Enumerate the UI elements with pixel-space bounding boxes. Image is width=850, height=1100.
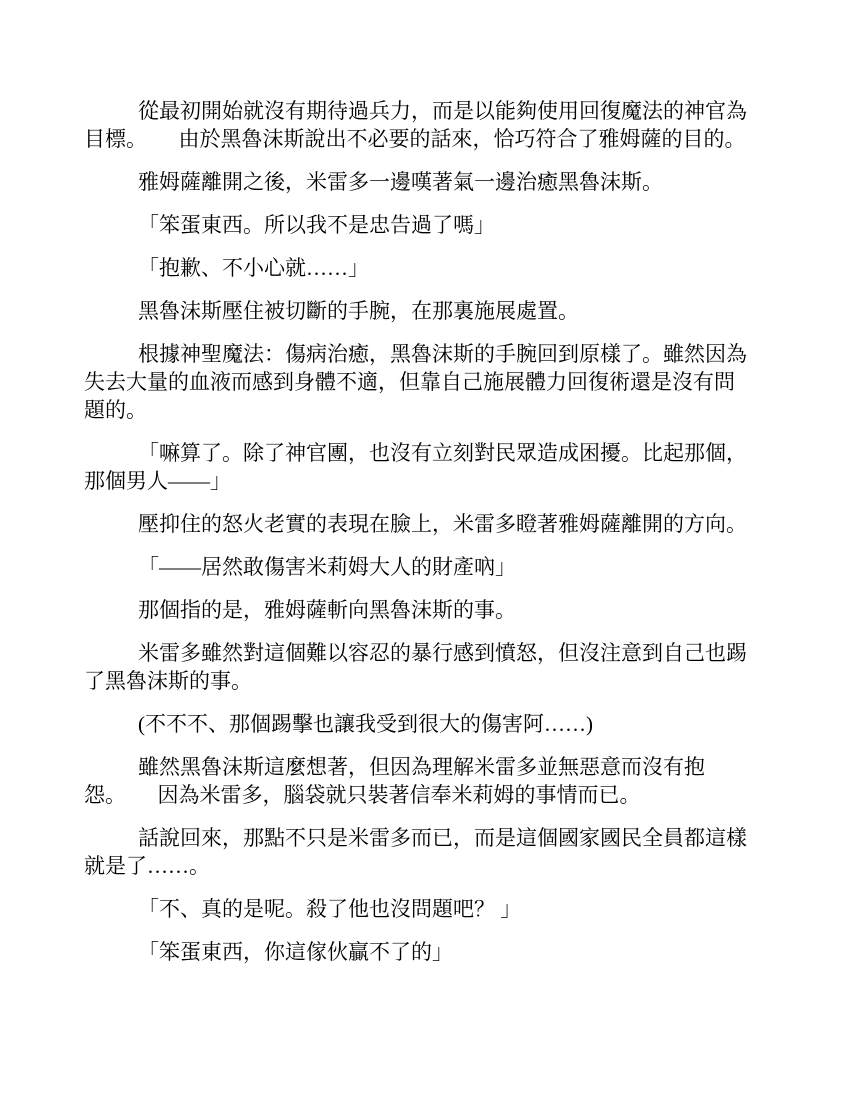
text-line: 題的。 <box>84 398 147 422</box>
text-line: 雅姆薩離開之後，米雷多一邊嘆著氣一邊治癒黑魯沫斯。 <box>138 170 663 194</box>
text-line: 根據神聖魔法：傷病治癒，黑魯沫斯的手腕回到原樣了。雖然因為 <box>138 342 747 366</box>
text-line: (不不不、那個踢擊也讓我受到很大的傷害阿……) <box>138 712 593 736</box>
text-line: 壓抑住的怒火老實的表現在臉上，米雷多瞪著雅姆薩離開的方向。 <box>138 512 747 536</box>
text-line: 「笨蛋東西，你這傢伙贏不了的」 <box>138 940 453 964</box>
paragraph <box>84 553 766 581</box>
text-line: 那個男人——」 <box>84 469 231 493</box>
text-line: 就是了……。 <box>84 854 210 878</box>
text-line: 了黑魯沫斯的事。 <box>84 669 252 693</box>
text-line: 「——居然敢傷害米莉姆大人的財產吶」 <box>138 555 516 579</box>
text-line: 從最初開始就沒有期待過兵力，而是以能夠使用回復魔法的神官為 <box>138 99 747 123</box>
text-line: 黑魯沫斯壓住被切斷的手腕，在那裏施展處置。 <box>138 299 579 323</box>
text-line: 「不、真的是呢。殺了他也沒問題吧？ 」 <box>138 897 522 921</box>
paragraph <box>84 639 766 695</box>
paragraph <box>84 168 766 196</box>
paragraph <box>84 439 766 495</box>
paragraph <box>84 938 766 966</box>
text-line: 「嘛算了。除了神官團，也沒有立刻對民眾造成困擾。比起那個， <box>138 441 747 465</box>
paragraph <box>84 211 766 239</box>
text-line: 失去大量的血液而感到身體不適，但靠自己施展體力回復術還是沒有問 <box>84 370 735 394</box>
paragraph <box>84 340 766 424</box>
paragraph <box>84 297 766 325</box>
paragraph <box>84 710 766 738</box>
paragraph <box>84 895 766 923</box>
text-line: 「抱歉、不小心就……」 <box>138 256 369 280</box>
paragraph <box>84 753 766 809</box>
paragraph <box>84 97 766 153</box>
novel-text-body <box>84 97 766 966</box>
text-line: 話說回來，那點不只是米雷多而已，而是這個國家國民全員都這樣 <box>138 826 747 850</box>
paragraph <box>84 596 766 624</box>
paragraph <box>84 254 766 282</box>
paragraph <box>84 510 766 538</box>
paragraph <box>84 824 766 880</box>
text-line: 雖然黑魯沫斯這麼想著，但因為理解米雷多並無惡意而沒有抱 <box>138 755 705 779</box>
text-line: 米雷多雖然對這個難以容忍的暴行感到憤怒，但沒注意到自己也踢 <box>138 641 747 665</box>
text-line: 那個指的是，雅姆薩斬向黑魯沫斯的事。 <box>138 598 516 622</box>
text-line: 目標。 由於黑魯沫斯說出不必要的話來，恰巧符合了雅姆薩的目的。 <box>84 127 746 151</box>
text-line: 「笨蛋東西。所以我不是忠告過了嗎」 <box>138 213 495 237</box>
text-line: 怨。 因為米雷多，腦袋就只裝著信奉米莉姆的事情而已。 <box>84 783 641 807</box>
